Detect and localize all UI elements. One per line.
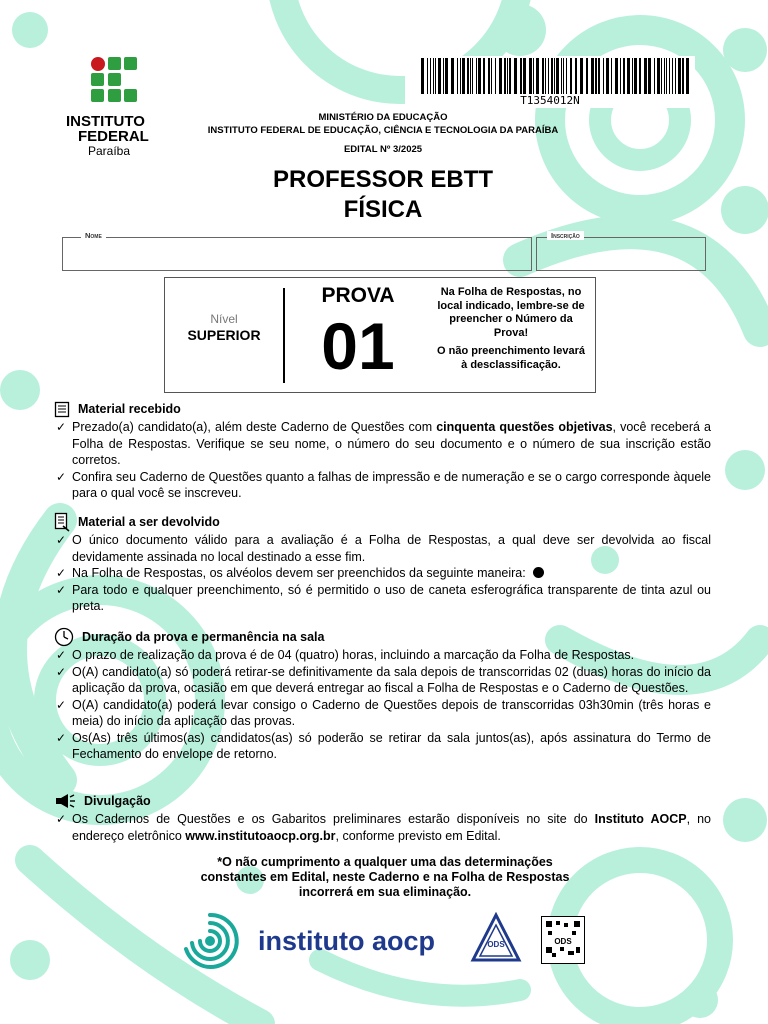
clock-icon bbox=[54, 627, 74, 647]
barcode-bar bbox=[433, 58, 434, 94]
barcode-bar bbox=[591, 58, 594, 94]
triangle-badge-icon bbox=[470, 912, 522, 964]
barcode-bar bbox=[672, 58, 673, 94]
list-item: ✓ O(A) candidato(a) poderá levar consigo o Caderno de Questões depois de transcorridas 03h30min (três horas e meia) do início da aplicação das provas. bbox=[56, 697, 711, 728]
barcode-bar bbox=[451, 58, 454, 94]
list-item: ✓ Confira seu Caderno de Questões quanto a falhas de impressão e de numeração e se o cargo corresponde àquele para o qual você se inscreveu. bbox=[56, 469, 711, 500]
if-logo-line2: FEDERAL bbox=[78, 128, 149, 145]
barcode-bar bbox=[644, 58, 647, 94]
material-recebido-list bbox=[54, 419, 711, 502]
barcode-bar bbox=[488, 58, 490, 94]
barcode-bar bbox=[678, 58, 681, 94]
barcode-bar bbox=[570, 58, 572, 94]
barcode-bar bbox=[476, 58, 477, 94]
list-item: ✓ O(A) candidato(a) só poderá retirar-se definitivamente da sala depois de transcorridas 02 (duas) horas do início da aplicação da prova, ocasião em que deverá entregar ao fiscal a Folha de Respostas e o Caderno de Questões. bbox=[56, 664, 711, 695]
barcode-bar bbox=[664, 58, 665, 94]
check-icon: ✓ bbox=[56, 664, 67, 679]
nome-field[interactable] bbox=[62, 231, 532, 271]
check-icon: ✓ bbox=[56, 697, 67, 712]
barcode-bar bbox=[661, 58, 662, 94]
section-title: Divulgação bbox=[84, 794, 151, 808]
filled-bubble-icon bbox=[533, 567, 544, 578]
list-item: ✓ O prazo de realização da prova é de 04 (quatro) horas, incluindo a marcação da Folha de Respostas. bbox=[56, 648, 635, 662]
barcode-bar bbox=[682, 58, 684, 94]
check-icon: ✓ bbox=[56, 420, 67, 434]
aocp-logo-mark bbox=[180, 911, 240, 971]
ods-qr-badge bbox=[541, 916, 585, 964]
megaphone-icon bbox=[54, 792, 76, 810]
barcode-bar bbox=[595, 58, 597, 94]
barcode-text: T1354012N bbox=[520, 94, 580, 107]
barcode-bar bbox=[669, 58, 670, 94]
barcode-bar bbox=[686, 58, 689, 94]
barcode-bar bbox=[556, 58, 559, 94]
section-title: Material a ser devolvido bbox=[78, 515, 220, 529]
document-return-icon bbox=[54, 512, 70, 532]
institute-text: INSTITUTO FEDERAL DE EDUCAÇÃO, CIÊNCIA E TECNOLOGIA DA PARAÍBA bbox=[207, 125, 559, 136]
edital-text: EDITAL Nº 3/2025 bbox=[343, 144, 423, 155]
barcode-bar bbox=[603, 58, 604, 94]
barcode-bar bbox=[620, 58, 621, 94]
page-title: PROFESSOR EBTT bbox=[272, 166, 494, 193]
nivel-value: SUPERIOR bbox=[187, 327, 261, 343]
barcode-bar bbox=[623, 58, 625, 94]
list-item: ✓ Os Cadernos de Questões e os Gabaritos preliminares estarão disponíveis no site do Instituto AOCP, no endereço eletrônico www.institutoaocp.org.br, conforme previsto em Edital. bbox=[56, 812, 711, 843]
barcode-bar bbox=[675, 58, 676, 94]
barcode-bar bbox=[634, 58, 637, 94]
barcode-bar bbox=[554, 58, 555, 94]
barcode-bar bbox=[478, 58, 481, 94]
barcode-bar bbox=[457, 58, 458, 94]
list-item: ✓ Na Folha de Respostas, os alvéolos devem ser preenchidos da seguinte maneira: bbox=[54, 565, 711, 582]
check-icon: ✓ bbox=[56, 469, 67, 484]
barcode-bar bbox=[499, 58, 502, 94]
list-item: ✓ Prezado(a) candidato(a), além deste Caderno de Questões com cinquenta questões objetivas, você receberá a Folha de Respostas. Verifique se seu nome, o número do seu documento e o número de sua inscrição estão corretos. bbox=[56, 420, 711, 467]
section-material-devolvido bbox=[54, 512, 711, 615]
if-logo-line1: INSTITUTO bbox=[66, 113, 145, 130]
nome-label: Nome bbox=[81, 231, 106, 240]
barcode-bar bbox=[657, 58, 660, 94]
barcode-bar bbox=[615, 58, 618, 94]
website-link[interactable]: www.institutoaocp.org.br bbox=[185, 828, 336, 843]
ods-qr-label: ODS bbox=[554, 937, 572, 946]
barcode-bar bbox=[483, 58, 485, 94]
barcode-bar bbox=[470, 58, 471, 94]
barcode-bar bbox=[542, 58, 544, 94]
barcode-bar bbox=[495, 58, 496, 94]
check-icon: ✓ bbox=[56, 533, 67, 547]
barcode-bar bbox=[462, 58, 465, 94]
ods-triangle-badge bbox=[470, 912, 522, 964]
barcode-bar bbox=[575, 58, 577, 94]
barcode-bar bbox=[438, 58, 441, 94]
barcode-bar bbox=[443, 58, 444, 94]
ministry-text: MINISTÉRIO DA EDUCAÇÃO bbox=[318, 112, 448, 123]
barcode-bar bbox=[460, 58, 461, 94]
barcode-bar bbox=[666, 58, 667, 94]
duracao-list bbox=[54, 647, 711, 763]
if-logo-mark bbox=[90, 56, 150, 112]
barcode-bar bbox=[507, 58, 508, 94]
barcode-bar bbox=[561, 58, 562, 94]
barcode-bar bbox=[606, 58, 609, 94]
list-item: ✓ Os(As) três últimos(as) candidatos(as) só poderão se retirar da sala juntos(as), após assinatura do Termo de Fechamento do envelope de retorno. bbox=[56, 730, 711, 761]
barcode-bar bbox=[523, 58, 526, 94]
check-icon: ✓ bbox=[56, 566, 67, 580]
nivel-label: Nível bbox=[210, 312, 238, 326]
section-material-recebido bbox=[54, 400, 711, 502]
barcode-bar bbox=[611, 58, 612, 94]
prova-note-2: O não preenchimento levará à desclassificação. bbox=[437, 345, 585, 371]
check-icon: ✓ bbox=[56, 812, 67, 826]
check-icon: ✓ bbox=[56, 582, 67, 597]
barcode-bar bbox=[472, 58, 473, 94]
aocp-logo bbox=[180, 910, 435, 972]
barcode-bar bbox=[654, 58, 655, 94]
barcode-bar bbox=[548, 58, 549, 94]
barcode-bar bbox=[533, 58, 534, 94]
prova-number: 01 bbox=[321, 309, 395, 383]
barcode-bar bbox=[586, 58, 588, 94]
barcode-bar bbox=[504, 58, 506, 94]
section-divulgacao bbox=[54, 791, 711, 844]
barcode-bar bbox=[580, 58, 583, 94]
barcode-bar bbox=[435, 58, 436, 94]
section-title: Duração da prova e permanência na sala bbox=[82, 630, 325, 644]
section-title: Material recebido bbox=[78, 402, 181, 416]
check-icon: ✓ bbox=[56, 648, 67, 662]
prova-label: PROVA bbox=[321, 284, 395, 307]
barcode-bar bbox=[520, 58, 522, 94]
barcode-bar bbox=[514, 58, 517, 94]
barcode-bar bbox=[545, 58, 546, 94]
barcode-bar bbox=[445, 58, 448, 94]
barcode-bar bbox=[491, 58, 492, 94]
divulgacao-list bbox=[54, 811, 711, 844]
barcode bbox=[405, 56, 695, 108]
material-devolvido-list bbox=[54, 532, 711, 615]
barcode-bar bbox=[421, 58, 424, 94]
section-duracao bbox=[54, 627, 711, 763]
prova-divider bbox=[283, 288, 285, 383]
barcode-bar bbox=[430, 58, 431, 94]
barcode-bar bbox=[563, 58, 564, 94]
barcode-bar bbox=[627, 58, 630, 94]
list-item: ✓ Para todo e qualquer preenchimento, só é permitido o uso de caneta esferográfica transparente de tinta azul ou preta. bbox=[56, 582, 711, 613]
elimination-warning: *O não cumprimento a qualquer uma das determinações constantes em Edital, neste Caderno e na Folha de Respostas incorrerá em sua eliminação. bbox=[200, 855, 570, 899]
inscricao-field[interactable] bbox=[536, 231, 706, 271]
barcode-bar bbox=[566, 58, 567, 94]
barcode-bar bbox=[467, 58, 469, 94]
page-subtitle: FÍSICA bbox=[343, 196, 423, 223]
prova-box bbox=[164, 277, 596, 393]
barcode-bar bbox=[529, 58, 532, 94]
barcode-bar bbox=[632, 58, 633, 94]
barcode-bar bbox=[427, 58, 428, 94]
barcode-bar bbox=[639, 58, 641, 94]
barcode-bar bbox=[509, 58, 511, 94]
inscricao-label: Inscrição bbox=[547, 231, 584, 240]
check-icon: ✓ bbox=[56, 730, 67, 745]
barcode-bars bbox=[421, 58, 691, 94]
barcode-bar bbox=[536, 58, 539, 94]
list-item: ✓ O único documento válido para a avaliação é a Folha de Respostas, a qual deve ser devolvida ao fiscal devidamente assinada no local destinado a esse fim. bbox=[56, 533, 711, 564]
barcode-bar bbox=[648, 58, 651, 94]
barcode-bar bbox=[598, 58, 600, 94]
barcode-bar bbox=[551, 58, 553, 94]
aocp-logo-text: instituto aocp bbox=[258, 925, 435, 956]
document-icon bbox=[54, 401, 70, 418]
prova-note-1: Na Folha de Respostas, no local indicado, lembre-se de preencher o Número da Prova! bbox=[437, 286, 585, 339]
if-logo-line3: Paraíba bbox=[88, 144, 131, 158]
ods-badge-label: ODS bbox=[487, 940, 505, 949]
